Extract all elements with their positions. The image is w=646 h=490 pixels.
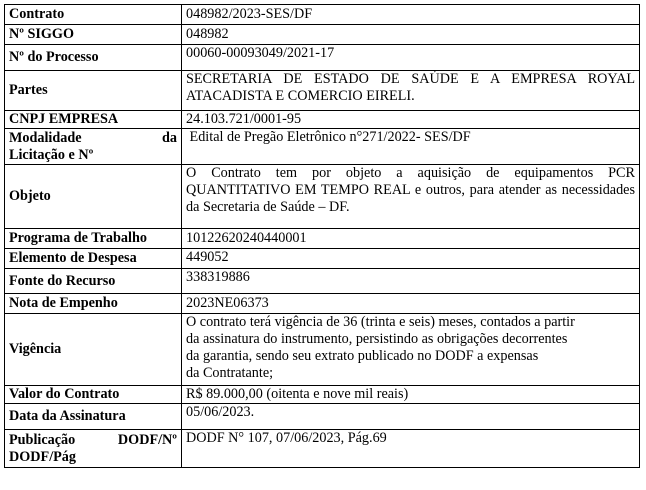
row-label-objeto: Objeto <box>5 165 182 229</box>
table-row <box>5 404 640 430</box>
publicacao-label-line2: DODF/Pág <box>9 448 76 465</box>
table-row <box>5 314 640 386</box>
table-row <box>5 25 640 45</box>
table-row <box>5 165 640 229</box>
table-row <box>5 294 640 314</box>
row-value-objeto: O Contrato tem por objeto a aquisição de equipamentos PCR QUANTITATIVO EM TEMPO REAL e outros, para atender as necessidades da Secretaria de Saúde – DF. <box>182 165 640 229</box>
row-label-empenho: Nota de Empenho <box>5 294 182 314</box>
row-value-data: 05/06/2023. <box>182 404 640 430</box>
row-value-publicacao: DODF N° 107, 07/06/2023, Pág.69 <box>182 430 640 468</box>
row-value-valor: R$ 89.000,00 (oitenta e nove mil reais) <box>182 386 640 404</box>
table-row <box>5 111 640 129</box>
modalidade-label-line1 <box>9 130 177 147</box>
row-label-publicacao <box>5 430 182 468</box>
modalidade-label-word2: da <box>162 129 177 146</box>
row-value-vigencia <box>182 314 640 386</box>
modalidade-label-line2: Licitação e Nº <box>9 146 94 163</box>
row-label-siggo: Nº SIGGO <box>5 25 182 45</box>
vigencia-line2: da assinatura do instrumento, persistindo as obrigações decorrentes <box>186 331 568 347</box>
row-value-elemento: 449052 <box>182 249 640 269</box>
table-row <box>5 269 640 294</box>
publicacao-label-line1 <box>9 432 177 449</box>
row-label-data: Data da Assinatura <box>5 404 182 430</box>
table-row <box>5 45 640 71</box>
table-row <box>5 5 640 25</box>
row-label-partes: Partes <box>5 71 182 111</box>
table-row <box>5 71 640 111</box>
row-label-cnpj: CNPJ EMPRESA <box>5 111 182 129</box>
row-value-partes: SECRETARIA DE ESTADO DE SAÚDE E A EMPRESA ROYAL ATACADISTA E COMERCIO EIRELI. <box>182 71 640 111</box>
row-label-elemento: Elemento de Despesa <box>5 249 182 269</box>
publicacao-label-word1: Publicação <box>9 431 76 448</box>
row-label-vigencia: Vigência <box>5 314 182 386</box>
row-label-fonte: Fonte do Recurso <box>5 269 182 294</box>
vigencia-line4: da Contratante; <box>186 365 274 381</box>
table-row <box>5 229 640 249</box>
row-value-fonte: 338319886 <box>182 269 640 294</box>
row-value-modalidade: Edital de Pregão Eletrônico n°271/2022- SES/DF <box>182 129 640 165</box>
row-label-contrato: Contrato <box>5 5 182 25</box>
row-value-processo: 00060-00093049/2021-17 <box>182 45 640 71</box>
row-value-programa: 10122620240440001 <box>182 229 640 249</box>
publicacao-label-word2: DODF/Nº <box>117 431 177 448</box>
table-row <box>5 386 640 404</box>
table-row <box>5 129 640 165</box>
row-value-siggo: 048982 <box>182 25 640 45</box>
row-label-valor: Valor do Contrato <box>5 386 182 404</box>
row-value-cnpj: 24.103.721/0001-95 <box>182 111 640 129</box>
row-value-contrato: 048982/2023-SES/DF <box>182 5 640 25</box>
modalidade-label-word1: Modalidade <box>9 129 82 146</box>
vigencia-line1: O contrato terá vigência de 36 (trinta e seis) meses, contados a partir <box>186 314 575 330</box>
row-label-programa: Programa de Trabalho <box>5 229 182 249</box>
vigencia-line3: da garantia, sendo seu extrato publicado no DODF a expensas <box>186 348 539 364</box>
row-label-modalidade <box>5 129 182 165</box>
row-label-processo: Nº do Processo <box>5 45 182 71</box>
table-row <box>5 249 640 269</box>
table-row <box>5 430 640 468</box>
contract-summary-table <box>4 4 640 468</box>
row-value-empenho: 2023NE06373 <box>182 294 640 314</box>
